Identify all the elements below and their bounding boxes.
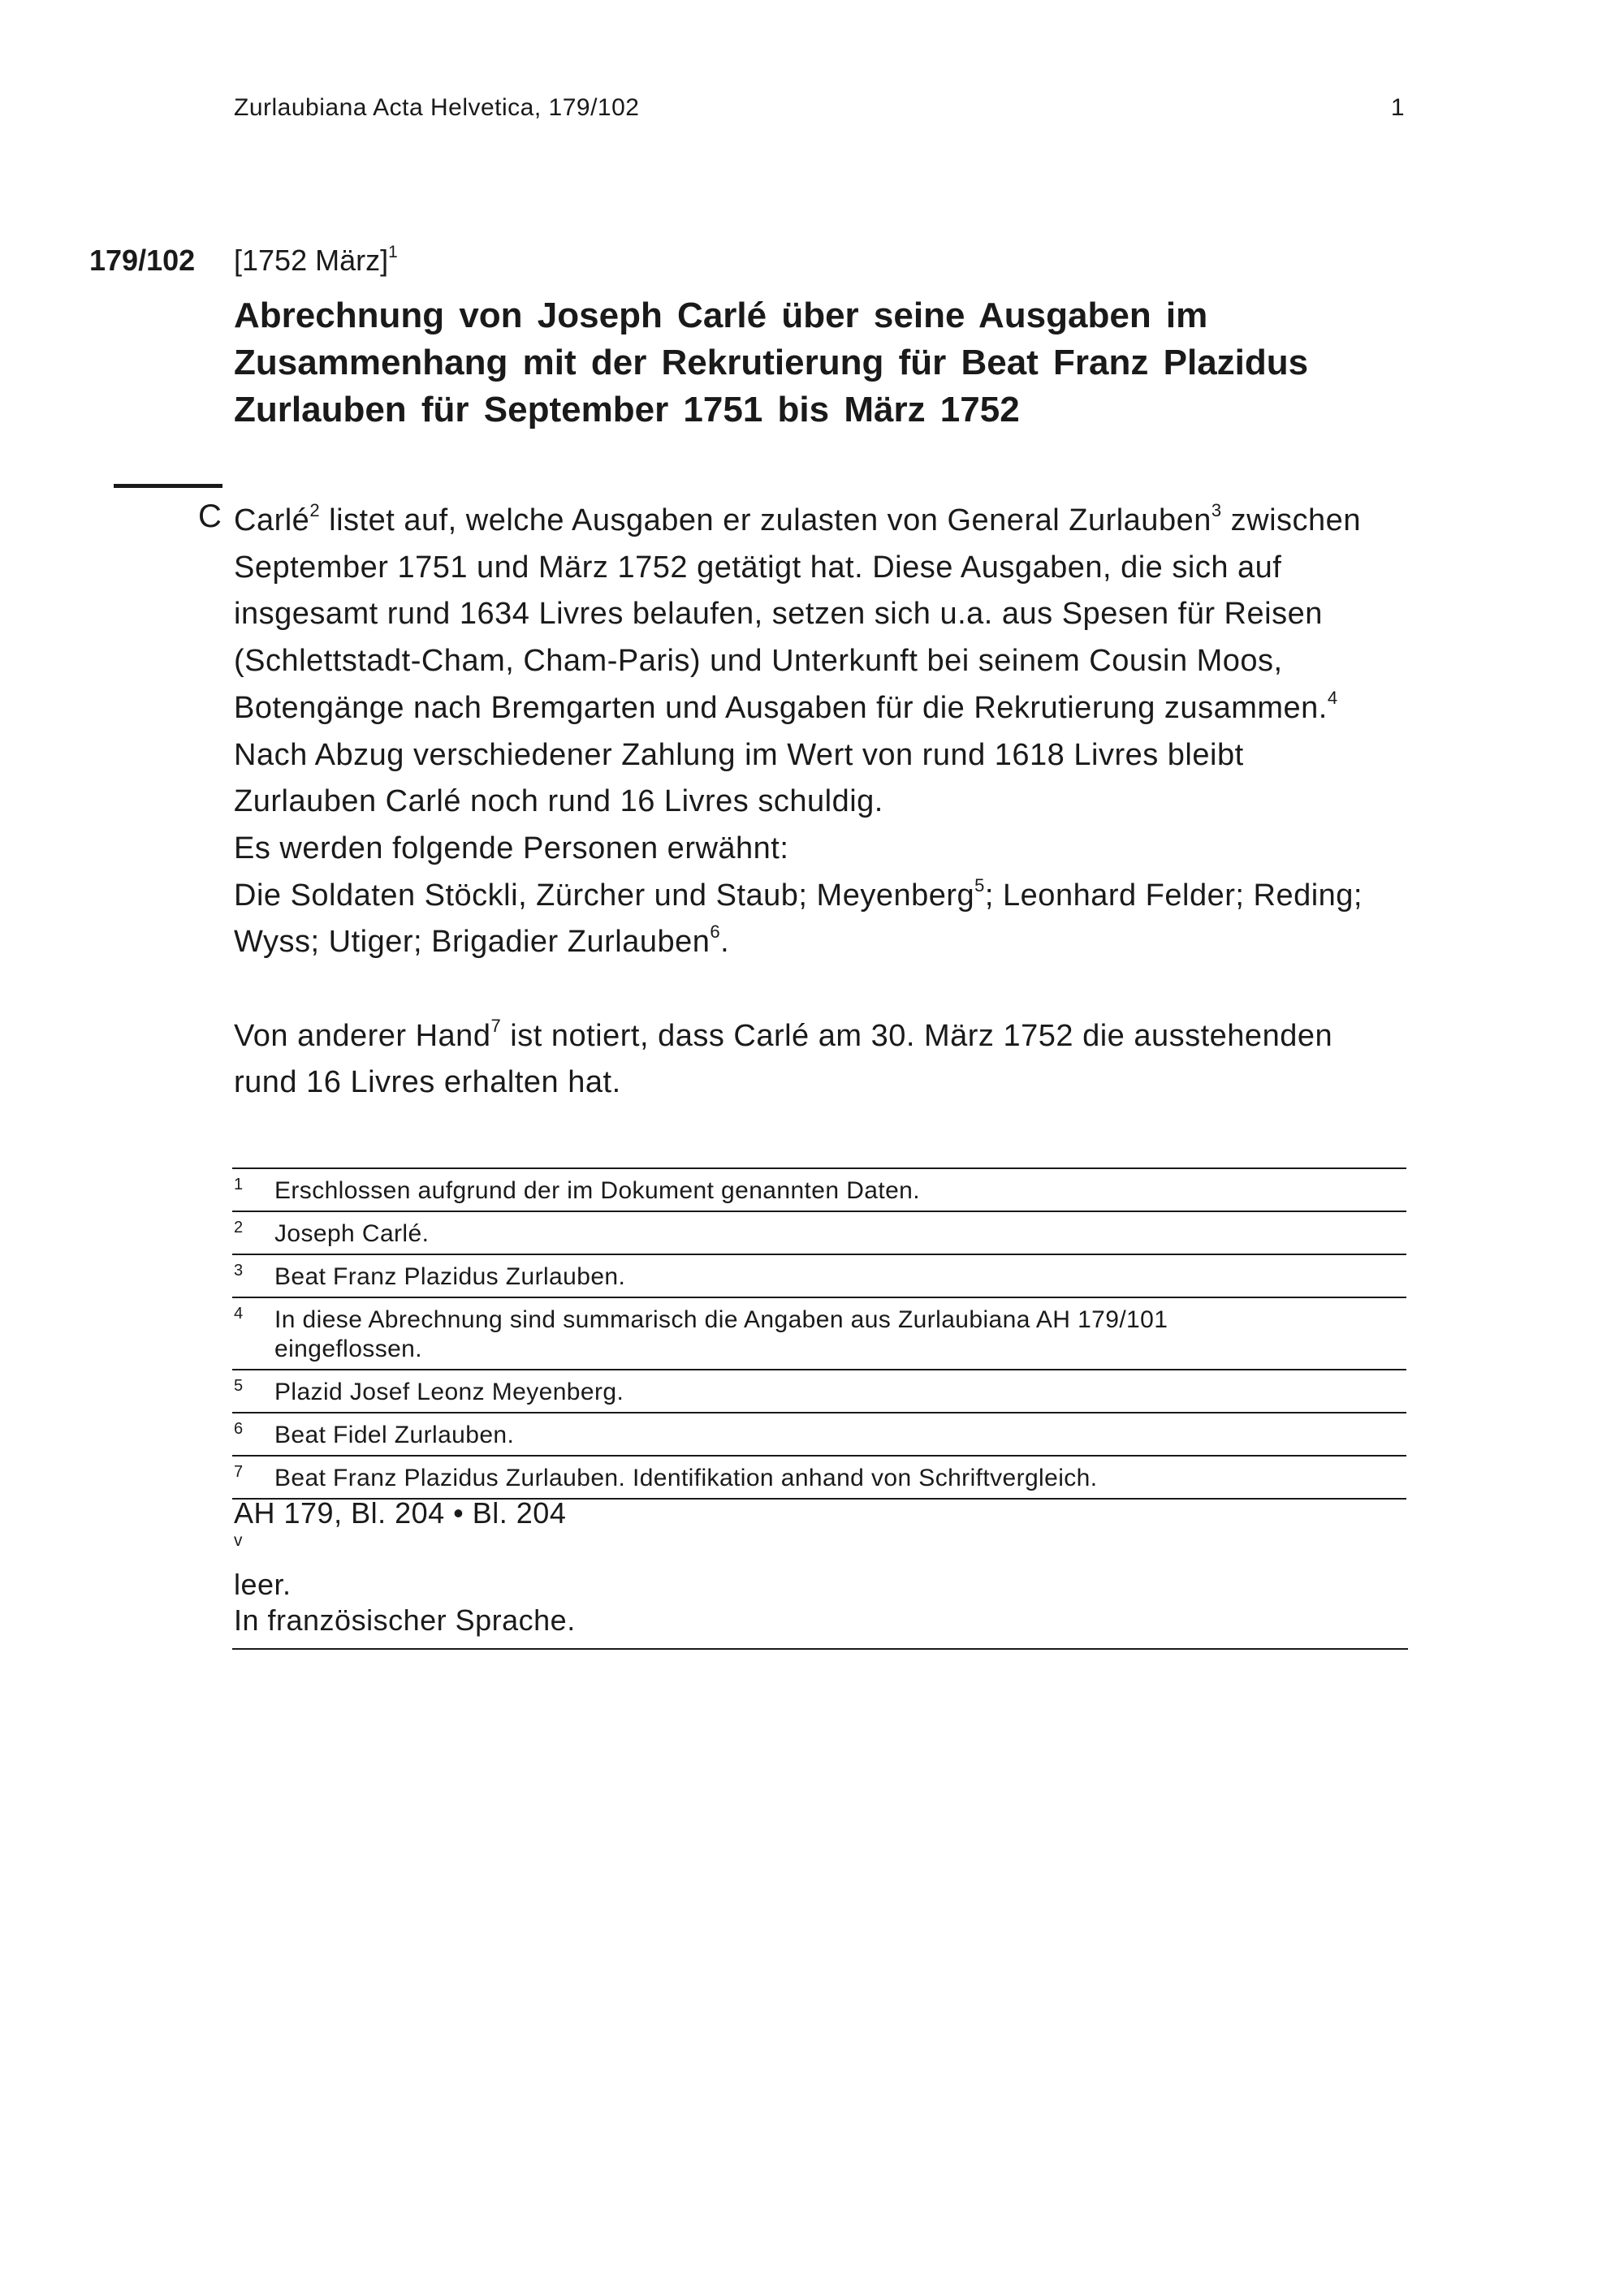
footnote-line: Beat Fidel Zurlauben. <box>274 1422 515 1448</box>
footnote-ref-1: 1 <box>388 242 398 261</box>
regest-line: September 1751 und März 1752 getätigt hat. Diese Ausgaben, die sich auf <box>234 550 1282 585</box>
footnote <box>232 1370 1406 1413</box>
footnote-text <box>274 1306 1406 1364</box>
regest-line <box>234 919 1411 966</box>
language-note: In französischer Sprache. <box>234 1603 576 1637</box>
paragraph-gap <box>234 966 1411 1013</box>
footnote-line: eingeflossen. <box>274 1336 422 1362</box>
footnote-line: Joseph Carlé. <box>274 1220 430 1247</box>
regest-line <box>234 1013 1411 1060</box>
footnote-text <box>274 1421 1406 1450</box>
margin-letter: C <box>198 498 222 534</box>
verso-mark: v <box>234 1530 243 1550</box>
footnote-ref-5: 5 <box>974 874 985 896</box>
footnote-number: 6 <box>234 1420 244 1438</box>
footnote-ref-4: 4 <box>1327 687 1338 708</box>
running-header <box>234 94 1405 122</box>
footnotes <box>232 1167 1406 1500</box>
footnote-line: Beat Franz Plazidus Zurlauben. <box>274 1263 626 1290</box>
regest-text: Von anderer Hand <box>234 1018 491 1053</box>
regest-text: Botengänge nach Bremgarten und Ausgaben für die Rekrutierung zusammen. <box>234 690 1328 725</box>
regest-text: listet auf, welche Ausgaben er zulasten von General Zurlauben <box>320 503 1212 537</box>
regest-text: Die Soldaten Stöckli, Zürcher und Staub; Meyenberg <box>234 878 975 913</box>
footnote-number: 1 <box>234 1176 244 1193</box>
footnote <box>232 1298 1406 1370</box>
regest-line: (Schlettstadt-Cham, Cham-Paris) und Unterkunft bei seinem Cousin Moos, <box>234 644 1283 679</box>
running-header-title: Zurlaubiana Acta Helvetica, 179/102 <box>234 94 640 121</box>
footnote-ref-6: 6 <box>710 921 721 943</box>
regest-body <box>234 498 1411 1107</box>
footnote <box>232 1212 1406 1255</box>
margin-rule <box>114 484 222 488</box>
source-block <box>232 1487 1408 1650</box>
document-number: 179/102 <box>89 244 196 277</box>
footnote <box>232 1255 1406 1298</box>
regest-line: Es werden folgende Personen erwähnt: <box>234 831 789 865</box>
footnote-line: Erschlossen aufgrund der im Dokument genannten Daten. <box>274 1177 920 1204</box>
footnote <box>232 1169 1406 1212</box>
regest-text: ; Leonhard Felder; Reding; <box>984 878 1363 913</box>
footnote-number: 7 <box>234 1463 244 1481</box>
footnote-text <box>274 1262 1406 1292</box>
footnote-line: Beat Franz Plazidus Zurlauben. Identifikation anhand von Schriftvergleich. <box>274 1465 1098 1491</box>
regest-text: Carlé <box>234 503 310 537</box>
footnote <box>232 1413 1406 1457</box>
footnote-number: 5 <box>234 1377 244 1395</box>
footnote-ref-3: 3 <box>1211 500 1222 521</box>
source-line <box>234 1495 1408 1603</box>
page-number: 1 <box>1390 94 1405 121</box>
regest-line: Zurlauben Carlé noch rund 16 Livres schuldig. <box>234 784 883 819</box>
footnote-ref-7: 7 <box>490 1015 502 1036</box>
document-date <box>234 244 398 278</box>
regest-line: Nach Abzug verschiedener Zahlung im Wert von rund 1618 Livres bleibt <box>234 737 1244 772</box>
regest-line: rund 16 Livres erhalten hat. <box>234 1065 621 1100</box>
regest-line: insgesamt rund 1634 Livres belaufen, setzen sich u.a. aus Spesen für Reisen <box>234 597 1323 632</box>
document-date-text: [1752 März] <box>234 244 389 277</box>
source-text: leer. <box>234 1568 292 1601</box>
footnote-text <box>274 1378 1406 1407</box>
footnote-line: In diese Abrechnung sind summarisch die Angaben aus Zurlaubiana AH 179/101 <box>274 1306 1168 1333</box>
source-text: AH 179, Bl. 204 • Bl. 204 <box>234 1496 567 1530</box>
regest-line <box>234 873 1411 920</box>
footnote-ref-2: 2 <box>309 500 321 521</box>
footnote-text <box>274 1176 1406 1206</box>
regest-text: ist notiert, dass Carlé am 30. März 1752 die ausstehenden <box>501 1018 1333 1053</box>
footnote-line: Plazid Josef Leonz Meyenberg. <box>274 1379 624 1405</box>
footnote-text <box>274 1219 1406 1249</box>
document-title: Abrechnung von Joseph Carlé über seine Ausgaben im Zusammenhang mit der Rekrutierung für Beat Franz Plazidus Zurlauben für September 1751 bis März 1752 <box>234 296 1309 429</box>
regest-line <box>234 498 1411 545</box>
regest-text: Wyss; Utiger; Brigadier Zurlauben <box>234 925 710 960</box>
regest-text: zwischen <box>1221 503 1361 537</box>
regest-line <box>234 685 1411 732</box>
footnote-number: 4 <box>234 1305 244 1323</box>
footnote-number: 3 <box>234 1262 244 1280</box>
footnote-number: 2 <box>234 1219 244 1236</box>
regest-text: . <box>720 925 730 960</box>
